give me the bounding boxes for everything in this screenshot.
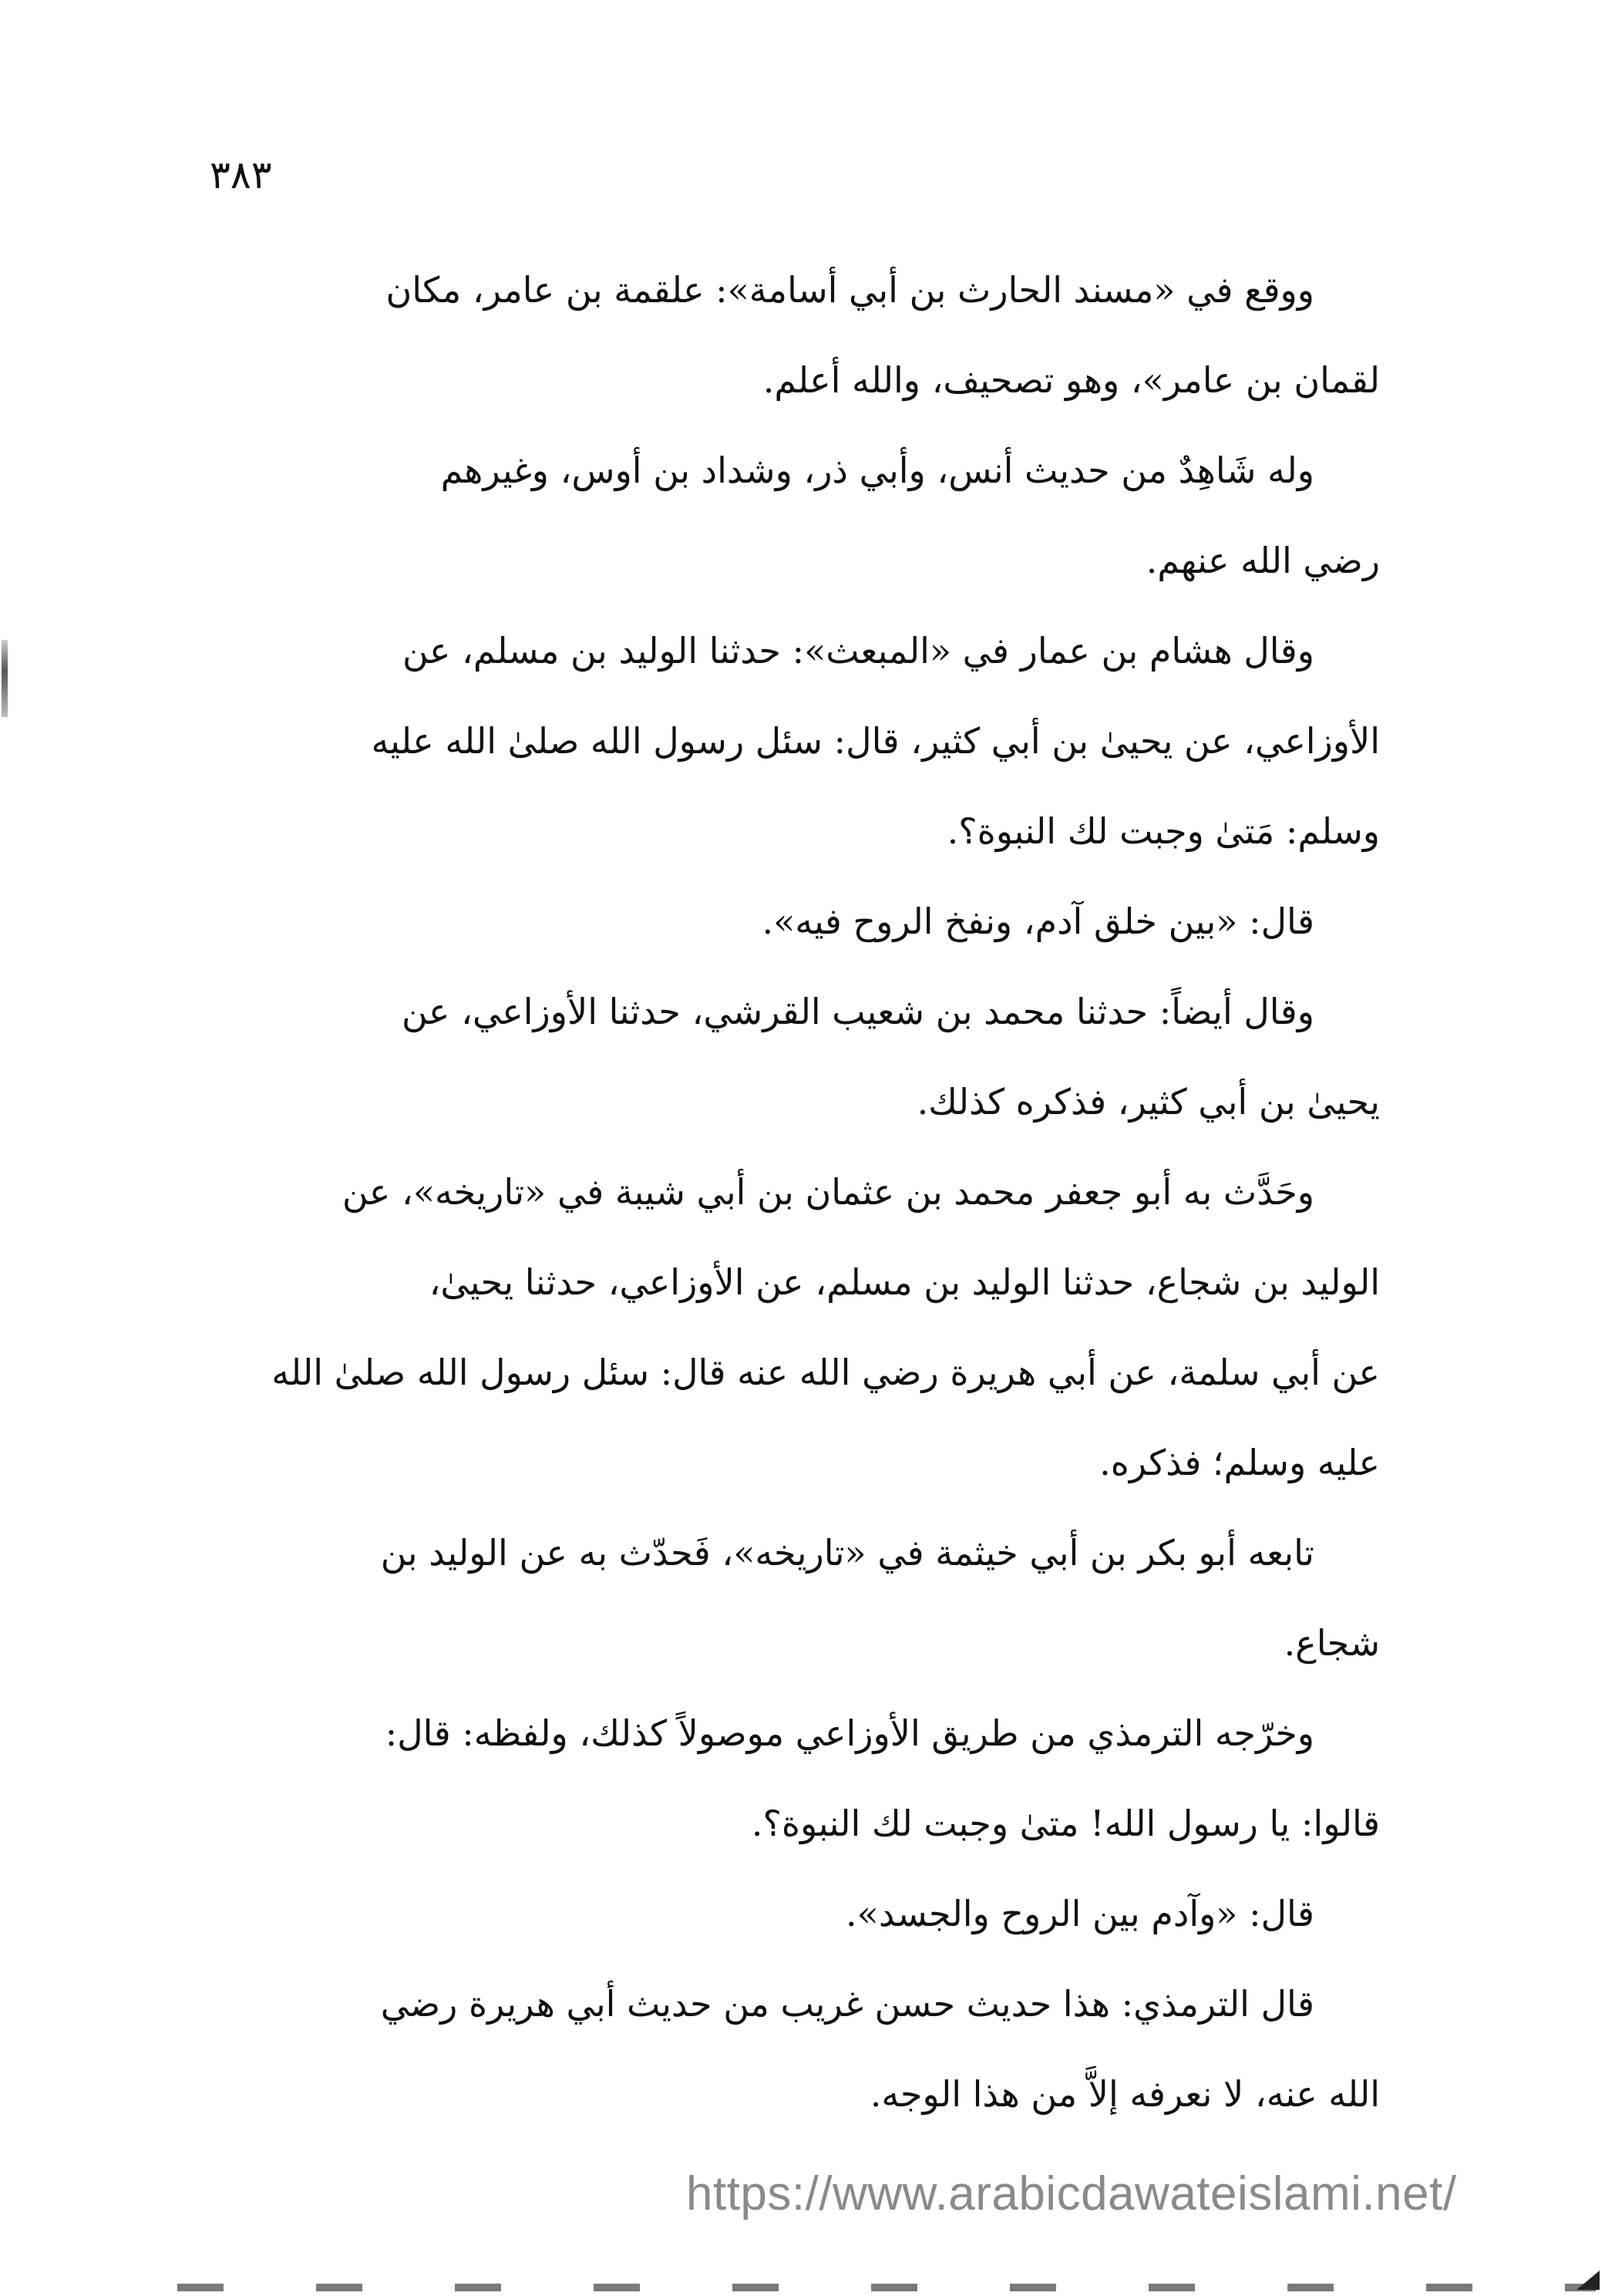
text-line: وخرّجه الترمذي من طريق الأوزاعي موصولاً كذلك، ولفظه: قال: xyxy=(385,1712,1314,1754)
text-line: وحَدَّث به أبو جعفر محمد بن عثمان بن أبي شيبة في «تاريخه»، عن xyxy=(342,1171,1314,1213)
page-corner-mark xyxy=(1576,2271,1600,2290)
text-line: يحيىٰ بن أبي كثير، فذكره كذلك. xyxy=(917,1081,1380,1123)
paragraph-8 xyxy=(193,1688,1380,1869)
text-line: وقال أيضاً: حدثنا محمد بن شعيب القرشي، حدثنا الأوزاعي، عن xyxy=(402,991,1314,1032)
text-line: وقال هشام بن عمار في «المبعث»: حدثنا الوليد بن مسلم، عن xyxy=(402,630,1314,672)
document-body xyxy=(193,245,1380,2139)
text-line: تابعه أبو بكر بن أبي خيثمة في «تاريخه»، فَحدّث به عن الوليد بن xyxy=(380,1532,1314,1574)
text-line: الله عنه، لا نعرفه إلاَّ من هذا الوجه. xyxy=(870,2073,1380,2115)
paragraph-2 xyxy=(193,426,1380,606)
text-line: لقمان بن عامر»، وهو تصحيف، والله أعلم. xyxy=(762,359,1380,401)
text-line: قال: «بين خلق آدم، ونفخ الروح فيه». xyxy=(762,901,1314,942)
text-line: قالوا: يا رسول الله! متىٰ وجبت لك النبوة؟. xyxy=(751,1803,1380,1844)
text-line: شجاع. xyxy=(1284,1622,1380,1664)
paragraph-9 xyxy=(193,1869,1380,1959)
paragraph-7 xyxy=(193,1508,1380,1688)
page-number: ٣٨٣ xyxy=(210,153,272,197)
text-line: ووقع في «مسند الحارث بن أبي أسامة»: علقمة بن عامر، مكان xyxy=(385,269,1314,311)
paragraph-4 xyxy=(193,877,1380,967)
paragraph-1 xyxy=(193,245,1380,426)
paragraph-3 xyxy=(193,606,1380,877)
watermark-url: https://www.arabicdawateislami.net/ xyxy=(686,2167,1457,2220)
text-line: الوليد بن شجاع، حدثنا الوليد بن مسلم، عن الأوزاعي، حدثنا يحيىٰ، xyxy=(429,1261,1380,1303)
text-line: عليه وسلم؛ فذكره. xyxy=(1099,1442,1380,1483)
text-line: عن أبي سلمة، عن أبي هريرة رضي الله عنه قال: سئل رسول الله صلىٰ الله xyxy=(271,1352,1380,1393)
text-line: قال: «وآدم بين الروح والجسد». xyxy=(846,1893,1314,1934)
text-line: رضي الله عنهم. xyxy=(1146,540,1380,581)
text-line: وله شَاهِدٌ من حديث أنس، وأبي ذر، وشداد بن أوس، وغيرهم xyxy=(440,449,1314,491)
text-line: قال الترمذي: هذا حديث حسن غريب من حديث أبي هريرة رضي xyxy=(380,1983,1314,2025)
scan-bottom-edge xyxy=(177,2284,1596,2291)
text-line: الأوزاعي، عن يحيىٰ بن أبي كثير، قال: سئل رسول الله صلىٰ الله عليه xyxy=(371,720,1380,762)
text-line: وسلم: مَتىٰ وجبت لك النبوة؟. xyxy=(947,810,1380,852)
paragraph-10 xyxy=(193,1959,1380,2139)
paragraph-6 xyxy=(193,1147,1380,1508)
scan-edge-mark xyxy=(2,640,8,717)
paragraph-5 xyxy=(193,967,1380,1147)
